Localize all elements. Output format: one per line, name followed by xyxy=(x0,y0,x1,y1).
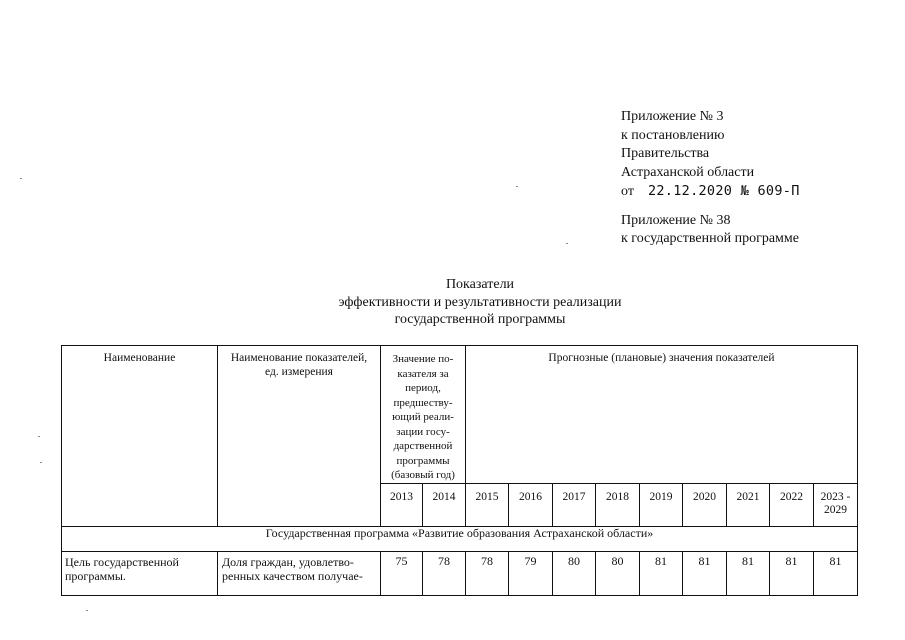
goal-cell xyxy=(62,551,218,595)
year-range-end: 2029 xyxy=(824,503,847,516)
decree-line xyxy=(621,182,800,202)
value-cell: 81 xyxy=(727,551,770,595)
header-base-line: Значение по- xyxy=(392,353,454,365)
header-base-line: зации госу- xyxy=(396,425,450,438)
year-cell: 2013 xyxy=(381,483,423,526)
header-forecast xyxy=(466,346,858,484)
header-base-value xyxy=(381,346,466,484)
header-base-line: ющий реали- xyxy=(392,411,454,423)
header-base-line: дарственной xyxy=(393,440,453,452)
header-indicator-line-1: Наименование показателей, xyxy=(230,352,368,364)
header-base-line: казателя за xyxy=(397,367,449,380)
year-cell: 2015 xyxy=(466,483,509,526)
scan-speck xyxy=(86,610,88,611)
appendix-authority: Правительства xyxy=(621,146,710,161)
year-cell: 2016 xyxy=(509,483,553,526)
header-row xyxy=(62,346,858,484)
header-indicator-line-2: ед. измерения xyxy=(265,365,333,378)
year-cell: 2014 xyxy=(423,483,466,526)
year-cell: 2021 xyxy=(727,483,770,526)
scan-speck xyxy=(38,436,40,437)
appendix-block xyxy=(621,108,800,249)
program-title: Государственная программа «Развитие образования Астраханской области» xyxy=(62,526,858,551)
header-base-line: (базовый год) xyxy=(391,469,455,481)
goal-line-2: программы. xyxy=(65,568,126,583)
decree-number: 22.12.2020 № 609-П xyxy=(647,183,800,199)
value-cell: 78 xyxy=(466,551,509,595)
year-cell: 2020 xyxy=(683,483,727,526)
heading-line-1: Показатели xyxy=(445,277,515,292)
indicators-table xyxy=(61,345,858,596)
value-cell: 78 xyxy=(423,551,466,595)
year-cell: 2017 xyxy=(553,483,596,526)
year-cell: 2019 xyxy=(640,483,683,526)
document-heading xyxy=(300,276,660,329)
header-base-line: предшеству- xyxy=(393,396,453,409)
year-cell: 2018 xyxy=(596,483,640,526)
indicator-line-2: ренных качеством получае- xyxy=(222,568,363,583)
header-name xyxy=(62,346,218,527)
scan-speck xyxy=(20,178,22,179)
appendix-ref-line: к постановлению xyxy=(621,127,725,143)
appendix-region: Астраханской области xyxy=(621,164,755,180)
scan-speck xyxy=(40,462,42,463)
value-cell: 80 xyxy=(553,551,596,595)
value-cell: 79 xyxy=(509,551,553,595)
table-row xyxy=(62,551,858,595)
value-cell: 80 xyxy=(596,551,640,595)
value-cell: 81 xyxy=(770,551,814,595)
value-cell: 81 xyxy=(814,551,858,595)
header-base-line: период, xyxy=(405,382,441,394)
header-indicator xyxy=(218,346,381,527)
header-base-line: программы xyxy=(396,454,450,467)
value-cell: 81 xyxy=(683,551,727,595)
year-cell: 2022 xyxy=(770,483,814,526)
heading-line-3: государственной программы xyxy=(394,312,566,327)
appendix-38-ref: к государственной программе xyxy=(621,231,799,246)
decree-prefix: от xyxy=(621,184,634,199)
indicator-line-1: Доля граждан, удовлетво- xyxy=(222,554,354,569)
scan-speck xyxy=(566,243,568,244)
goal-line-1: Цель государственной xyxy=(65,554,179,569)
header-forecast-text: Прогнозные (плановые) значения показателей xyxy=(548,352,775,364)
indicator-cell xyxy=(218,551,381,595)
header-name-text: Наименование xyxy=(103,352,176,364)
program-row xyxy=(62,526,858,551)
appendix-38-title: Приложение № 38 xyxy=(621,212,731,228)
heading-line-2: эффективности и результативности реализации xyxy=(338,294,622,310)
appendix-title: Приложение № 3 xyxy=(621,109,724,124)
scan-speck xyxy=(516,186,518,187)
year-cell-last xyxy=(814,483,858,526)
year-range-start: 2023 - xyxy=(820,490,851,503)
value-cell: 75 xyxy=(381,551,423,595)
value-cell: 81 xyxy=(640,551,683,595)
